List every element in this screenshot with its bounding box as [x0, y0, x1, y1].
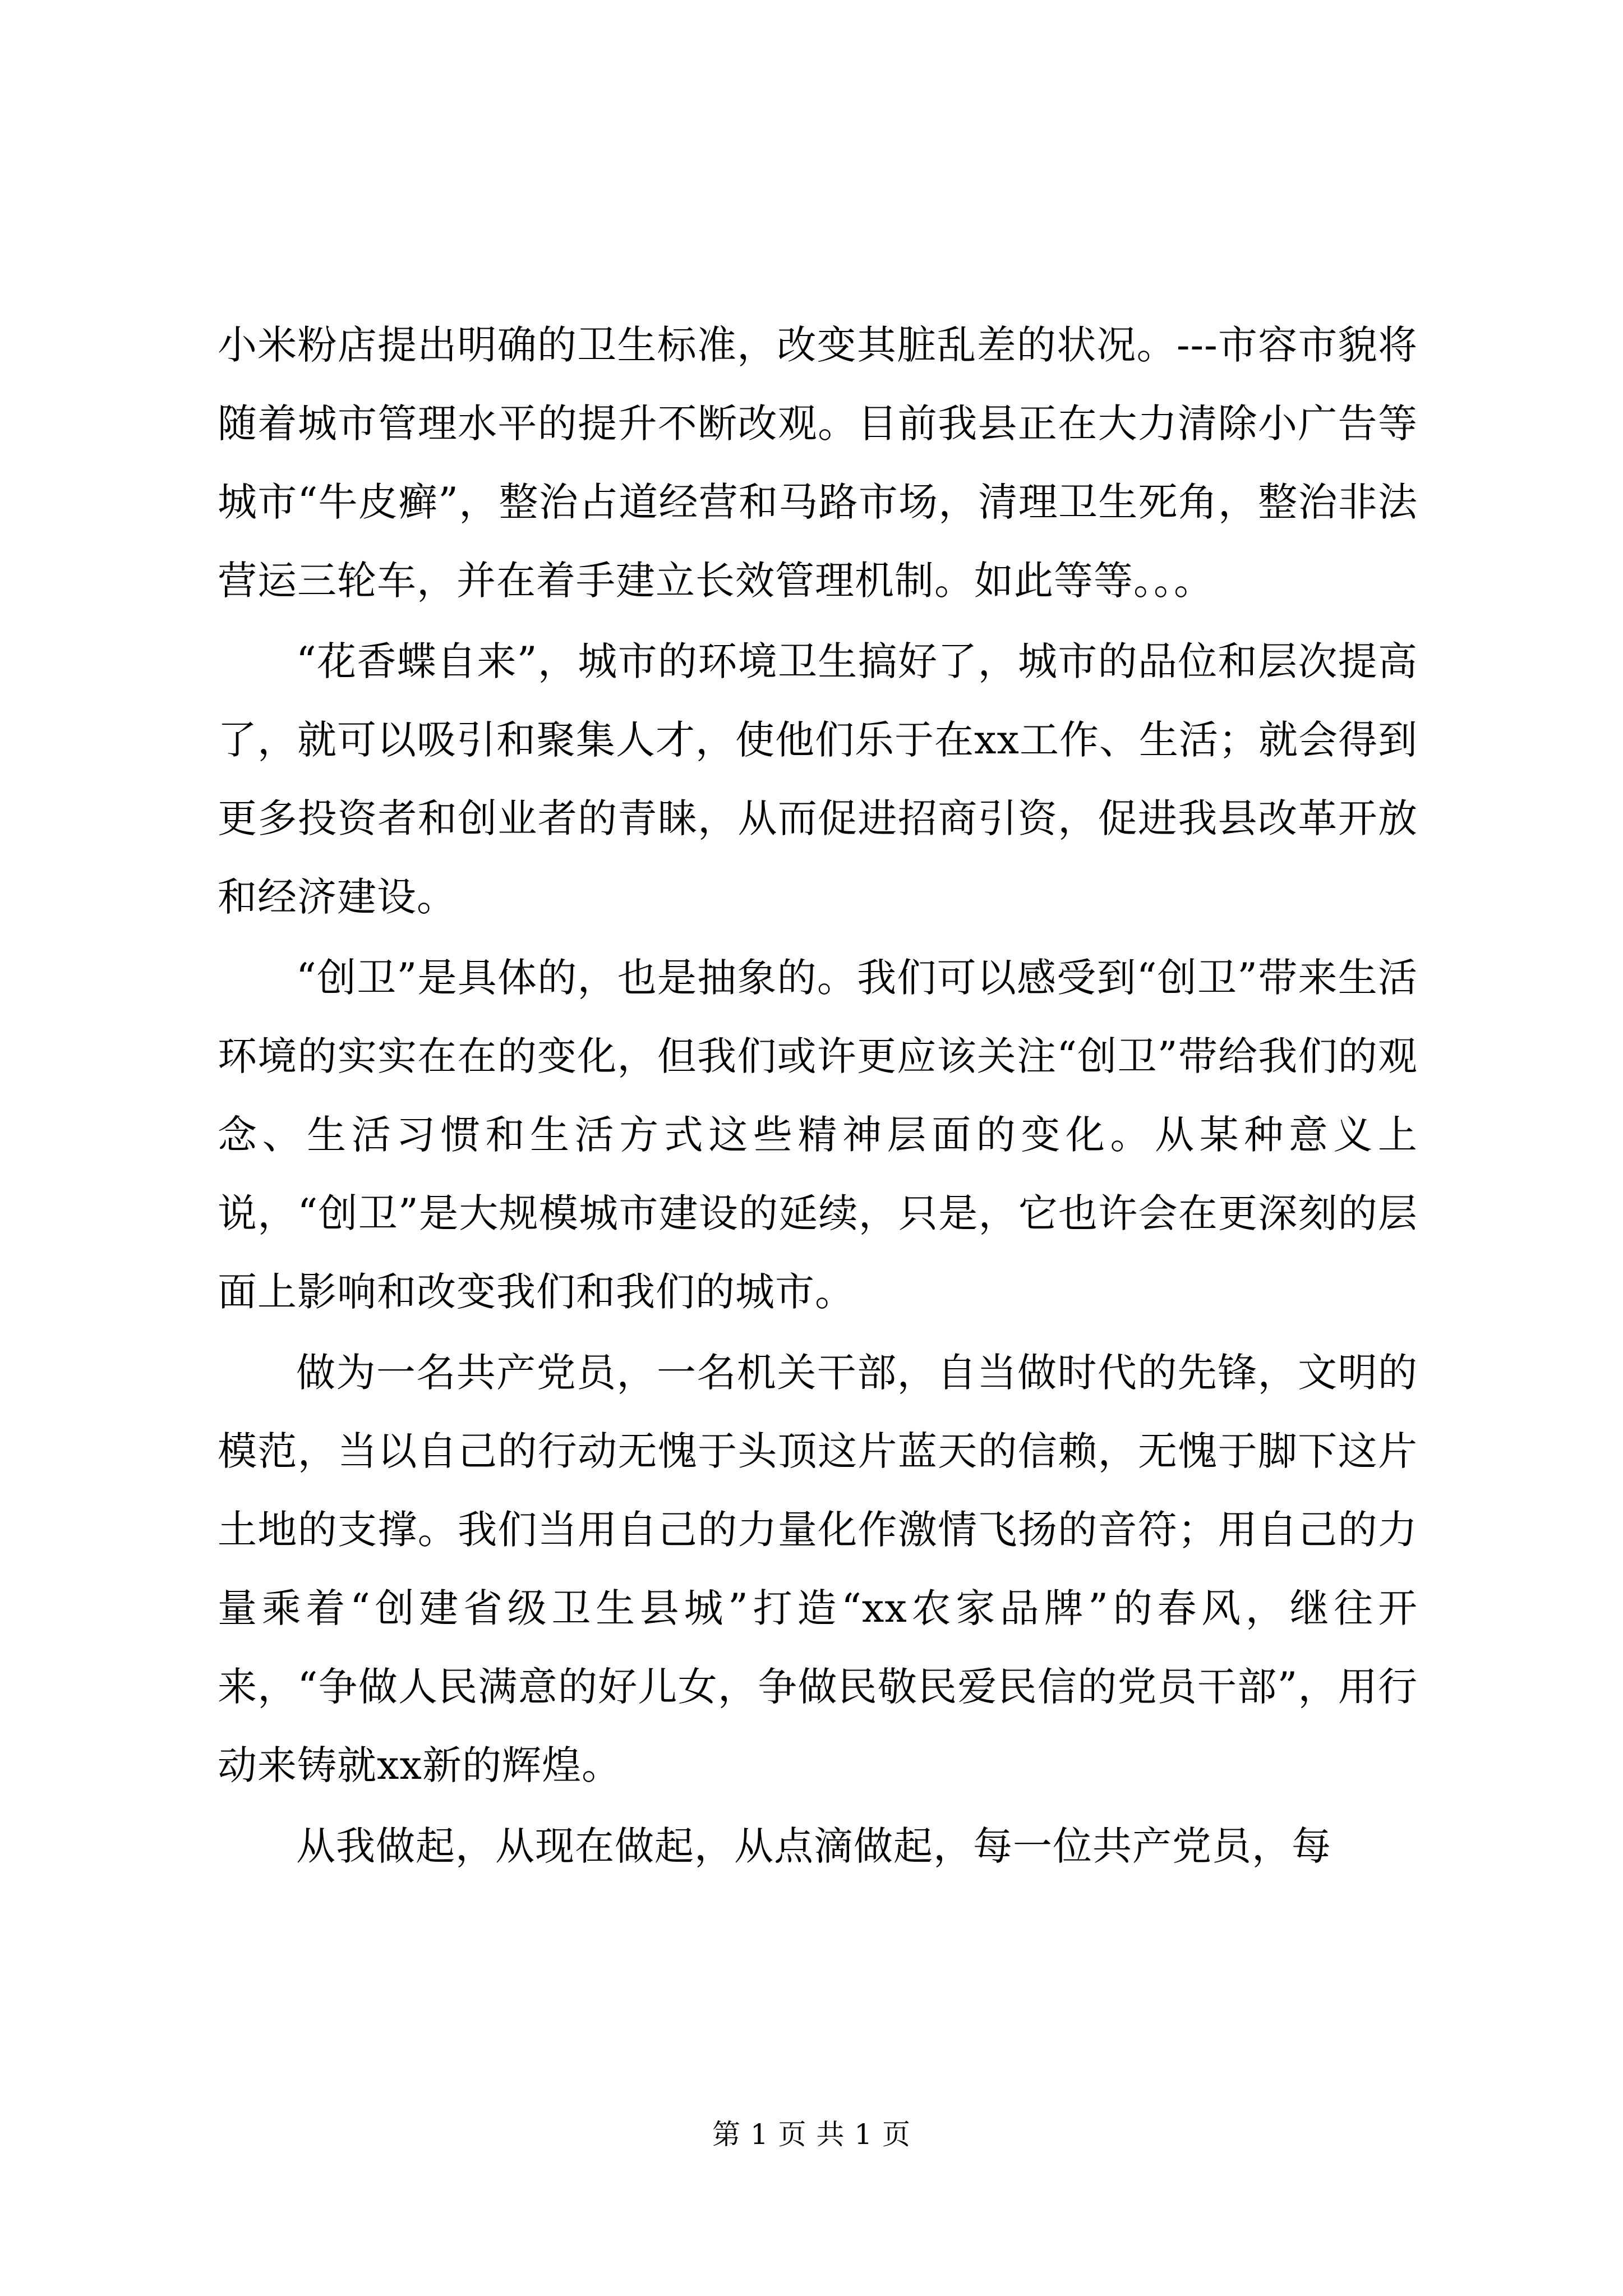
paragraph-3: “创卫”是具体的，也是抽象的。我们可以感受到“创卫”带来生活环境的实实在在的变化，但我们或许更应该关注“创卫”带给我们的观念、生活习惯和生活方式这些精神层面的变化。从某种意义上说，“创卫”是大规模城市建设的延续，只是，它也许会在更深刻的层面上影响和改变我们和我们的城市。: [218, 955, 1418, 1315]
paragraph-2: “花香蝶自来”，城市的环境卫生搞好了，城市的品位和层次提高了，就可以吸引和聚集人才，使他们乐于在xx工作、生活；就会得到更多投资者和创业者的青睐，从而促进招商引资，促进我县改革开放和经济建设。: [218, 638, 1418, 920]
page-footer: 第 1 页 共 1 页: [712, 2118, 911, 2151]
paragraph-1: 小米粉店提出明确的卫生标准，改变其脏乱差的状况。---市容市貌将随着城市管理水平的提升不断改观。目前我县正在大力清除小广告等城市“牛皮癣”，整治占道经营和马路市场，清理卫生死角，整治非法营运三轮车，并在着手建立长效管理机制。如此等等。。。: [218, 322, 1418, 604]
document-body: [218, 306, 1418, 1888]
paragraph-4: 做为一名共产党员，一名机关干部，自当做时代的先锋，文明的模范，当以自己的行动无愧于头顶这片蓝天的信赖，无愧于脚下这片土地的支撑。我们当用自己的力量化作激情飞扬的音符；用自己的力量乘着“创建省级卫生县城”打造“xx农家品牌”的春风，继往开来，“争做人民满意的好儿女，争做民敬民爱民信的党员干部”，用行动来铸就xx新的辉煌。: [218, 1350, 1418, 1788]
paragraph-5: 从我做起，从现在做起，从点滴做起，每一位共产党员，每: [296, 1823, 1331, 1869]
